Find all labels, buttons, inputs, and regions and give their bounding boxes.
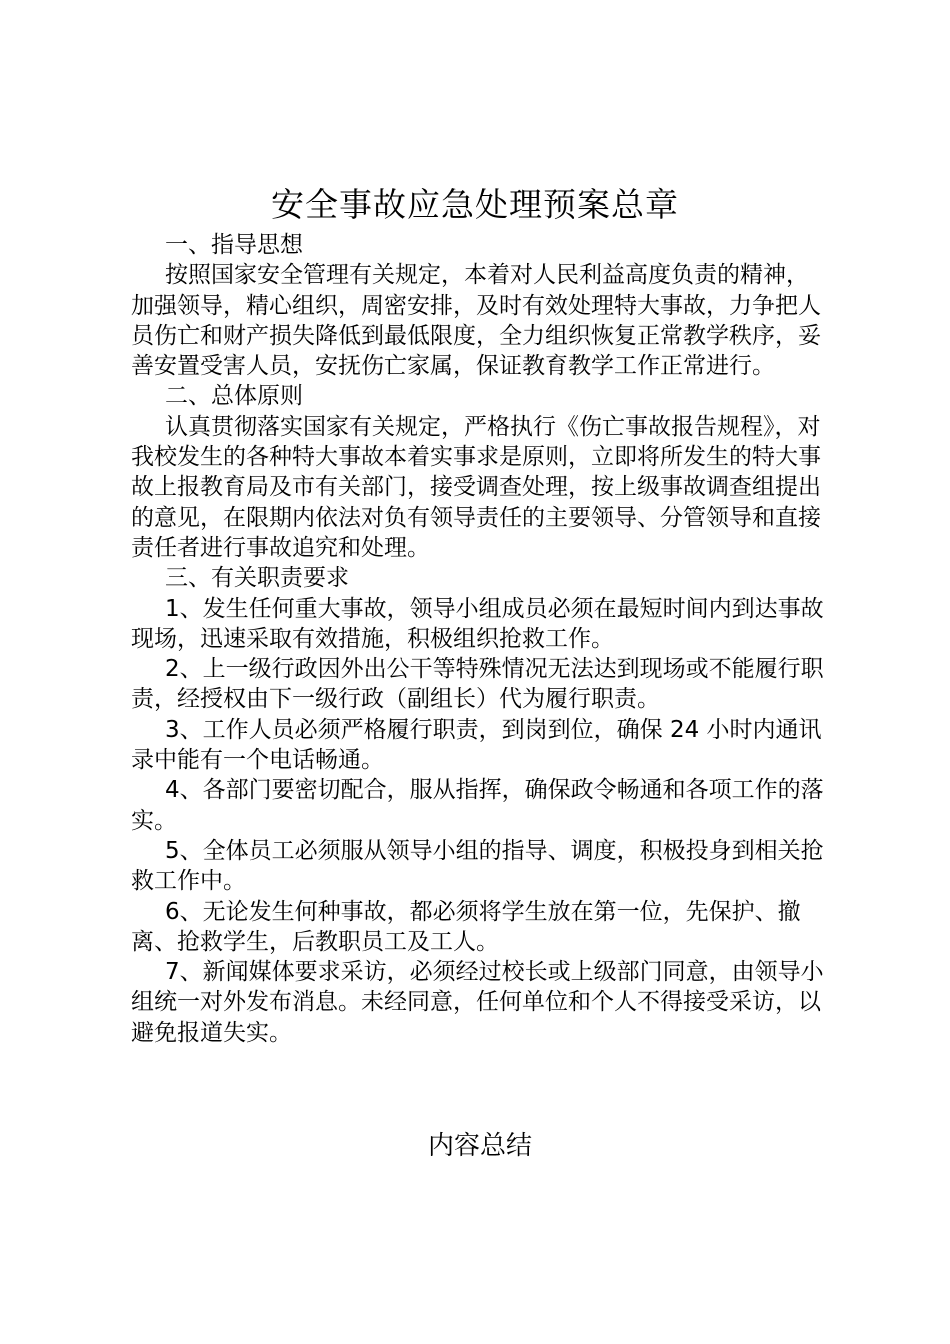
section-heading-general-principles: 二、总体原则 [165, 383, 303, 410]
list-item: 2、上一级行政因外出公干等特殊情况无法达到现场或不能履行职责，经授权由下一级行政（副组长）代为履行职责。 [131, 656, 824, 713]
section-heading-guiding-ideology: 一、指导思想 [165, 232, 303, 258]
list-item: 5、全体员工必须服从领导小组的指导、调度，积极投身到相关抢救工作中。 [131, 837, 824, 895]
list-item: 4、各部门要密切配合，服从指挥，确保政令畅通和各项工作的落实。 [131, 777, 824, 834]
list-item: 7、新闻媒体要求采访，必须经过校长或上级部门同意，由领导小组统一对外发布消息。未经同意，任何单位和个人不得接受采访，以避免报道失实。 [131, 959, 824, 1046]
list-item: 1、发生任何重大事故，领导小组成员必须在最短时间内到达事故现场，迅速采取有效措施，积极组织抢救工作。 [131, 595, 824, 652]
list-item: 3、工作人员必须严格履行职责，到岗到位，确保 24 小时内通讯录中能有一个电话畅通。 [131, 716, 822, 774]
paragraph: 认真贯彻落实国家有关规定，严格执行《伤亡事故报告规程》，对我校发生的各种特大事故本着实事求是原则，立即将所发生的特大事故上报教育局及市有关部门，接受调查处理，按上级事故调查组提出的意见，在限期内依法对负有领导责任的主要领导、分管领导和直接责任者进行事故追究和处理。 [131, 413, 821, 561]
summary-heading: 内容总结 [427, 1131, 532, 1161]
section-heading-responsibilities: 三、有关职责要求 [165, 565, 349, 592]
document-body [131, 230, 831, 1048]
document-title: 安全事故应急处理预案总章 [271, 185, 679, 224]
list-item: 6、无论发生何种事故，都必须将学生放在第一位，先保护、撤离、抢救学生，后教职员工及工人。 [131, 898, 801, 955]
paragraph: 按照国家安全管理有关规定，本着对人民利益高度负责的精神，加强领导，精心组织，周密安排，及时有效处理特大事故，力争把人员伤亡和财产损失降低到最低限度，全力组织恢复正常教学秩序，妥善安置受害人员，安抚伤亡家属，保证教育教学工作正常进行。 [131, 262, 821, 380]
